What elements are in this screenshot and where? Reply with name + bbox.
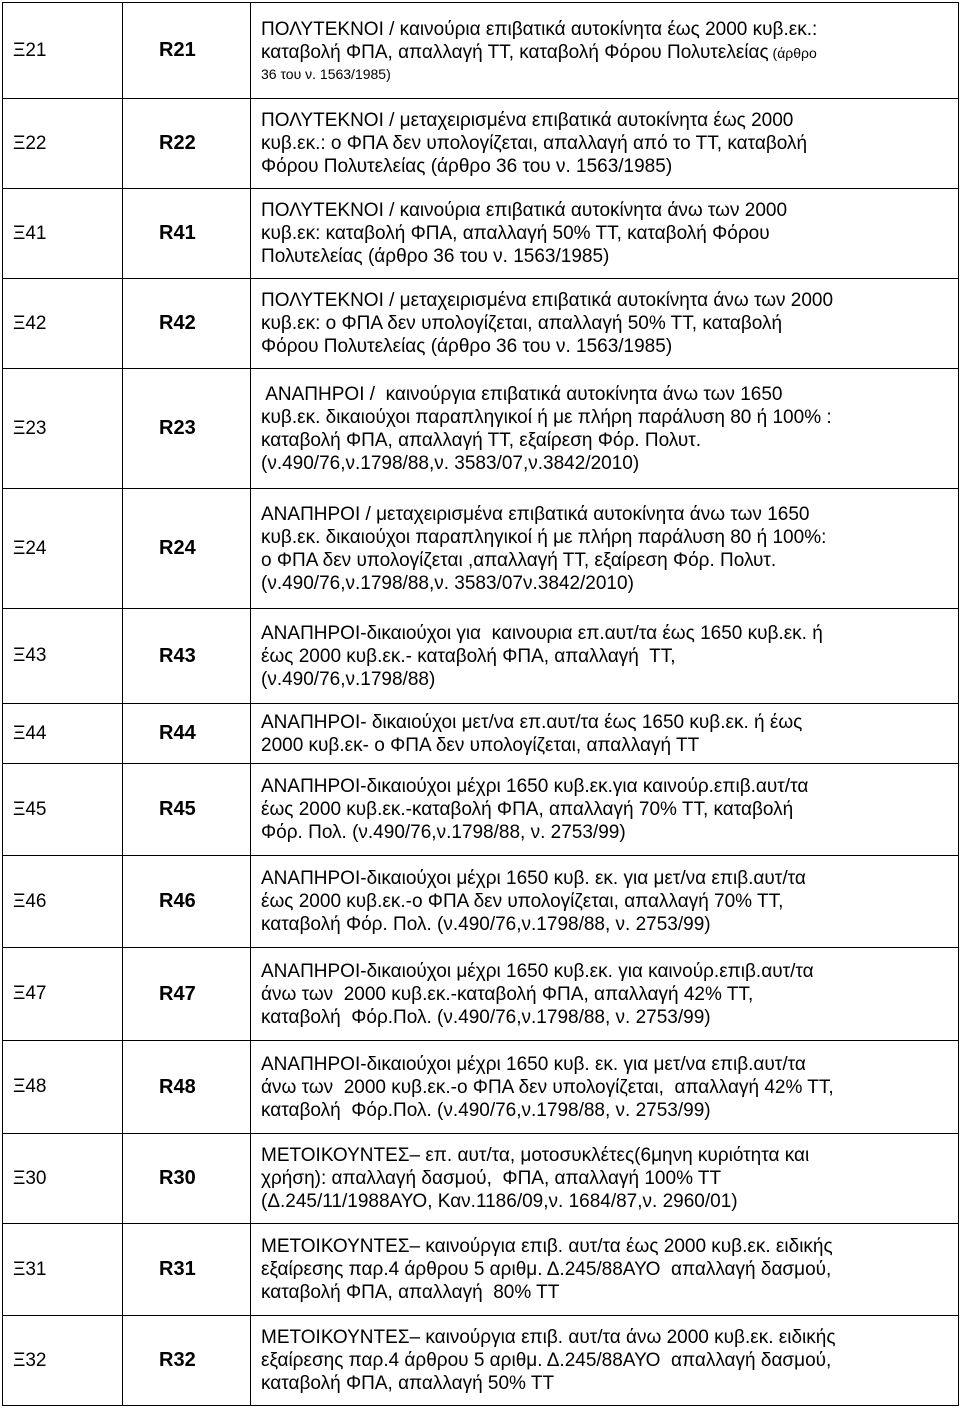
- code-latin: R42: [123, 279, 251, 369]
- code-greek: Ξ30: [3, 1134, 123, 1224]
- code-latin: R24: [123, 489, 251, 609]
- table-row: [3, 856, 959, 948]
- description-line: Φόρου Πολυτελείας (άρθρο 36 του ν. 1563/1985): [261, 336, 673, 357]
- table-row: [3, 1134, 959, 1224]
- table-row: [3, 189, 959, 279]
- code-greek: Ξ41: [3, 189, 123, 279]
- description-line: ΑΝΑΠΗΡΟΙ- δικαιούχοι μετ/να επ.αυτ/τα έως 1650 κυβ.εκ. ή έως: [261, 711, 803, 733]
- description-line: ΠΟΛΥΤΕΚΝΟΙ / καινούρια επιβατικά αυτοκίνητα άνω των 2000: [261, 200, 788, 221]
- code-greek: Ξ46: [3, 856, 123, 948]
- description-line: έως 2000 κυβ.εκ.-ο ΦΠΑ δεν υπολογίζεται, απαλλαγή 70% ΤΤ,: [261, 891, 784, 912]
- table-row: [3, 948, 959, 1041]
- description-line: έως 2000 κυβ.εκ.- καταβολή ΦΠΑ, απαλλαγή ΤΤ,: [261, 645, 676, 667]
- table-row: [3, 764, 959, 856]
- description-line: εξαίρεσης παρ.4 άρθρου 5 αριθμ. Δ.245/88ΑΥΟ απαλλαγή δασμού,: [261, 1350, 832, 1371]
- description: [251, 704, 959, 764]
- code-latin: R41: [123, 189, 251, 279]
- description-line: χρήση): απαλλαγή δασμού, ΦΠΑ, απαλλαγή 100% ΤΤ: [261, 1168, 722, 1189]
- description: [251, 1041, 959, 1134]
- description-line: ΑΝΑΠΗΡΟΙ-δικαιούχοι μέχρι 1650 κυβ.εκ. για καινούρ.επιβ.αυτ/τα: [261, 960, 814, 982]
- description: [251, 1316, 959, 1406]
- description-line: καταβολή ΦΠΑ, απαλλαγή 80% ΤΤ: [261, 1282, 560, 1303]
- code-greek: Ξ32: [3, 1316, 123, 1406]
- description: [251, 1224, 959, 1316]
- table-row: [3, 704, 959, 764]
- description-line: Πολυτελείας (άρθρο 36 του ν. 1563/1985): [261, 246, 610, 267]
- description-line: ΑΝΑΠΗΡΟΙ-δικαιούχοι μέχρι 1650 κυβ. εκ. για μετ/να επιβ.αυτ/τα: [261, 1053, 806, 1075]
- description: [251, 369, 959, 489]
- table-row: [3, 609, 959, 704]
- description-line: ΑΝΑΠΗΡΟΙ / μεταχειρισμένα επιβατικά αυτοκίνητα άνω των 1650: [261, 503, 810, 525]
- code-greek: Ξ23: [3, 369, 123, 489]
- code-greek: Ξ31: [3, 1224, 123, 1316]
- description-line: ΜΕΤΟΙΚΟΥΝΤΕΣ– καινούργια επιβ. αυτ/τα έως 2000 κυβ.εκ. ειδικής: [261, 1236, 833, 1257]
- description: [251, 3, 959, 99]
- code-greek: Ξ47: [3, 948, 123, 1041]
- description: [251, 764, 959, 856]
- code-latin: R22: [123, 99, 251, 189]
- description-line: (Δ.245/11/1988ΑΥΟ, Καν.1186/09,ν. 1684/87,ν. 2960/01): [261, 1191, 738, 1212]
- code-greek: Ξ24: [3, 489, 123, 609]
- description-line: ΑΝΑΠΗΡΟΙ-δικαιούχοι μέχρι 1650 κυβ.εκ.για καινούρ.επιβ.αυτ/τα: [261, 776, 809, 797]
- code-latin: R44: [123, 704, 251, 764]
- description-line: κυβ.εκ. δικαιούχοι παραπληγικοί ή με πλήρη παράλυση 80 ή 100% :: [261, 406, 832, 428]
- code-latin: R43: [123, 609, 251, 704]
- description-line: κυβ.εκ: καταβολή ΦΠΑ, απαλλαγή 50% ΤΤ, καταβολή Φόρου: [261, 223, 770, 244]
- description-line: ΜΕΤΟΙΚΟΥΝΤΕΣ– επ. αυτ/τα, μοτοσυκλέτες(6μηνη κυριότητα και: [261, 1145, 810, 1166]
- table-row: [3, 99, 959, 189]
- description-line: ΑΝΑΠΗΡΟΙ-δικαιούχοι μέχρι 1650 κυβ. εκ. για μετ/να επιβ.αυτ/τα: [261, 868, 806, 889]
- table-row: [3, 1224, 959, 1316]
- description-line: ο ΦΠΑ δεν υπολογίζεται ,απαλλαγή ΤΤ, εξαίρεση Φόρ. Πολυτ.: [261, 549, 777, 571]
- description-line: άνω των 2000 κυβ.εκ.-ο ΦΠΑ δεν υπολογίζεται, απαλλαγή 42% ΤΤ,: [261, 1076, 834, 1098]
- codes-table: [2, 2, 959, 1406]
- description-line: ΜΕΤΟΙΚΟΥΝΤΕΣ– καινούργια επιβ. αυτ/τα άνω 2000 κυβ.εκ. ειδικής: [261, 1327, 836, 1348]
- table-row: [3, 369, 959, 489]
- code-latin: R48: [123, 1041, 251, 1134]
- table-row: [3, 1316, 959, 1406]
- description-line: καταβολή Φόρ.Πολ. (ν.490/76,ν.1798/88, ν. 2753/99): [261, 1006, 711, 1028]
- table-row: [3, 1041, 959, 1134]
- description-line: κυβ.εκ. δικαιούχοι παραπληγικοί ή με πλήρη παράλυση 80 ή 100%:: [261, 526, 827, 548]
- description-line: ΠΟΛΥΤΕΚΝΟΙ / μεταχειρισμένα επιβατικά αυτοκίνητα άνω των 2000: [261, 290, 834, 311]
- code-greek: Ξ45: [3, 764, 123, 856]
- description-line: καταβολή ΦΠΑ, απαλλαγή ΤΤ, εξαίρεση Φόρ. Πολυτ.: [261, 429, 702, 451]
- code-greek: Ξ44: [3, 704, 123, 764]
- description: [251, 489, 959, 609]
- description-line: έως 2000 κυβ.εκ.-καταβολή ΦΠΑ, απαλλαγή 70% ΤΤ, καταβολή: [261, 799, 794, 820]
- table-row: [3, 279, 959, 369]
- description-line: ΑΝΑΠΗΡΟΙ / καινούργια επιβατικά αυτοκίνητα άνω των 1650: [261, 383, 783, 405]
- description: [251, 189, 959, 279]
- code-latin: R31: [123, 1224, 251, 1316]
- description: [251, 279, 959, 369]
- code-greek: Ξ42: [3, 279, 123, 369]
- code-greek: Ξ22: [3, 99, 123, 189]
- description-line: 2000 κυβ.εκ- ο ΦΠΑ δεν υπολογίζεται, απαλλαγή ΤΤ: [261, 734, 700, 756]
- description-line: καταβολή ΦΠΑ, απαλλαγή ΤΤ, καταβολή Φόρου Πολυτελείας (άρθρο: [261, 42, 817, 63]
- code-latin: R46: [123, 856, 251, 948]
- code-latin: R23: [123, 369, 251, 489]
- description-line: καταβολή ΦΠΑ, απαλλαγή 50% ΤΤ: [261, 1373, 555, 1394]
- description: [251, 948, 959, 1041]
- description: [251, 609, 959, 704]
- description-line: (ν.490/76,ν.1798/88): [261, 668, 436, 690]
- code-latin: R21: [123, 3, 251, 99]
- description: [251, 1134, 959, 1224]
- description-line: Φόρου Πολυτελείας (άρθρο 36 του ν. 1563/1985): [261, 156, 673, 177]
- code-latin: R45: [123, 764, 251, 856]
- description-line: ΠΟΛΥΤΕΚΝΟΙ / μεταχειρισμένα επιβατικά αυτοκίνητα έως 2000: [261, 110, 794, 131]
- description-line: καταβολή Φόρ.Πολ. (ν.490/76,ν.1798/88, ν. 2753/99): [261, 1099, 711, 1121]
- description: [251, 99, 959, 189]
- code-latin: R30: [123, 1134, 251, 1224]
- description: [251, 856, 959, 948]
- codes-table-body: [3, 3, 959, 1406]
- code-greek: Ξ48: [3, 1041, 123, 1134]
- description-line: ΠΟΛΥΤΕΚΝΟΙ / καινούρια επιβατικά αυτοκίνητα έως 2000 κυβ.εκ.:: [261, 19, 818, 40]
- code-latin: R47: [123, 948, 251, 1041]
- description-line: κυβ.εκ: ο ΦΠΑ δεν υπολογίζεται, απαλλαγή 50% ΤΤ, καταβολή: [261, 313, 783, 334]
- description-line: (ν.490/76,ν.1798/88,ν. 3583/07,ν.3842/2010): [261, 452, 640, 474]
- description-line: εξαίρεσης παρ.4 άρθρου 5 αριθμ. Δ.245/88ΑΥΟ απαλλαγή δασμού,: [261, 1259, 832, 1280]
- description-line: ΑΝΑΠΗΡΟΙ-δικαιούχοι για καινουρια επ.αυτ/τα έως 1650 κυβ.εκ. ή: [261, 622, 823, 644]
- description-line: κυβ.εκ.: ο ΦΠΑ δεν υπολογίζεται, απαλλαγή από το ΤΤ, καταβολή: [261, 133, 808, 154]
- code-greek: Ξ21: [3, 3, 123, 99]
- table-row: [3, 489, 959, 609]
- code-greek: Ξ43: [3, 609, 123, 704]
- description-small-text: (άρθρο: [768, 45, 817, 61]
- table-row: [3, 3, 959, 99]
- description-line: Φόρ. Πολ. (ν.490/76,ν.1798/88, ν. 2753/99): [261, 822, 626, 843]
- description-line: (ν.490/76,ν.1798/88,ν. 3583/07ν.3842/2010): [261, 572, 634, 594]
- description-small-line: 36 του ν. 1563/1985): [261, 66, 391, 82]
- description-line: καταβολή Φόρ. Πολ. (ν.490/76,ν.1798/88, ν. 2753/99): [261, 914, 711, 935]
- code-latin: R32: [123, 1316, 251, 1406]
- description-line: άνω των 2000 κυβ.εκ.-καταβολή ΦΠΑ, απαλλαγή 42% ΤΤ,: [261, 983, 754, 1005]
